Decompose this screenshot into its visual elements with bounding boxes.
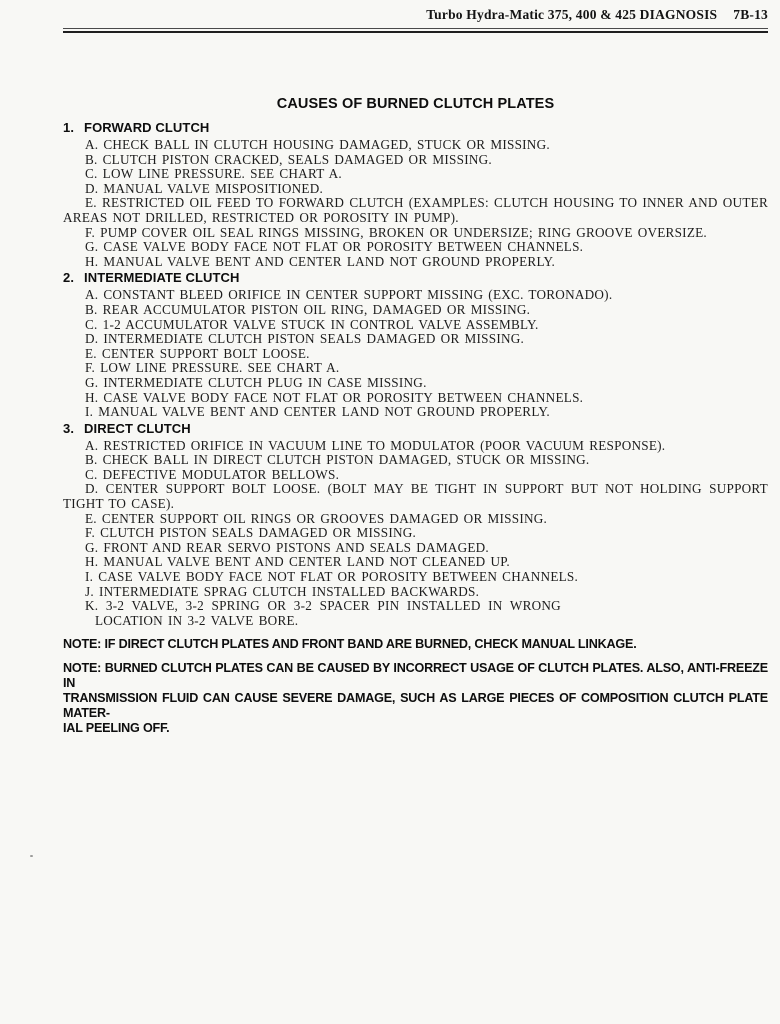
- running-header: [63, 8, 768, 22]
- list-item: B. CLUTCH PISTON CRACKED, SEALS DAMAGED OR MISSING.: [85, 151, 492, 167]
- list-item: B. CHECK BALL IN DIRECT CLUTCH PISTON DAMAGED, STUCK OR MISSING.: [85, 452, 590, 468]
- list-item: J. INTERMEDIATE SPRAG CLUTCH INSTALLED BACKWARDS.: [85, 583, 480, 599]
- list-item: E. CENTER SUPPORT BOLT LOOSE.: [85, 345, 310, 361]
- list-item: E. RESTRICTED OIL FEED TO FORWARD CLUTCH (EXAMPLES: CLUTCH HOUSING TO INNER AND OUTER: [85, 195, 768, 211]
- note-line: NOTE: BURNED CLUTCH PLATES CAN BE CAUSED BY INCORRECT USAGE OF CLUTCH PLATES. ALSO, ANTI-FREEZE IN: [63, 661, 768, 691]
- list-item: H. MANUAL VALVE BENT AND CENTER LAND NOT CLEANED UP.: [85, 554, 510, 570]
- item-list: [63, 288, 768, 419]
- list-item: A. CONSTANT BLEED ORIFICE IN CENTER SUPPORT MISSING (EXC. TORONADO).: [85, 287, 613, 303]
- section-intermediate-clutch: [63, 271, 768, 419]
- list-item-continuation: LOCATION IN 3-2 VALVE BORE.: [95, 612, 299, 628]
- section-number: 3.: [63, 420, 75, 436]
- running-header-title: Turbo Hydra-Matic 375, 400 & 425 DIAGNOSIS: [426, 7, 718, 22]
- item-list: [63, 138, 768, 269]
- header-rule: [63, 28, 768, 33]
- list-item: F. LOW LINE PRESSURE. SEE CHART A.: [85, 360, 340, 376]
- note-line: NOTE: IF DIRECT CLUTCH PLATES AND FRONT BAND ARE BURNED, CHECK MANUAL LINKAGE.: [63, 637, 637, 652]
- list-item: G. FRONT AND REAR SERVO PISTONS AND SEALS DAMAGED.: [85, 539, 489, 555]
- note-line: IAL PEELING OFF.: [63, 721, 170, 736]
- list-item: A. CHECK BALL IN CLUTCH HOUSING DAMAGED, STUCK OR MISSING.: [85, 137, 550, 152]
- section-title: INTERMEDIATE CLUTCH: [84, 270, 240, 286]
- list-item: F. PUMP COVER OIL SEAL RINGS MISSING, BROKEN OR UNDERSIZE; RING GROOVE OVERSIZE.: [85, 224, 707, 240]
- page-title: CAUSES OF BURNED CLUTCH PLATES: [276, 96, 555, 112]
- list-item: A. RESTRICTED ORIFICE IN VACUUM LINE TO MODULATOR (POOR VACUUM RESPONSE).: [85, 437, 666, 453]
- list-item: C. 1-2 ACCUMULATOR VALVE STUCK IN CONTROL VALVE ASSEMBLY.: [85, 316, 539, 332]
- list-item: G. INTERMEDIATE CLUTCH PLUG IN CASE MISSING.: [85, 374, 427, 390]
- section-title: FORWARD CLUTCH: [84, 120, 210, 135]
- section-forward-clutch: [63, 121, 768, 269]
- list-item: K. 3-2 VALVE, 3-2 SPRING OR 3-2 SPACER PIN INSTALLED IN WRONG: [85, 598, 561, 614]
- list-item: G. CASE VALVE BODY FACE NOT FLAT OR POROSITY BETWEEN CHANNELS.: [85, 239, 584, 255]
- list-item: D. INTERMEDIATE CLUTCH PISTON SEALS DAMAGED OR MISSING.: [85, 331, 525, 347]
- list-item: H. CASE VALVE BODY FACE NOT FLAT OR POROSITY BETWEEN CHANNELS.: [85, 389, 584, 405]
- section-direct-clutch: [63, 422, 768, 629]
- list-item: D. MANUAL VALVE MISPOSITIONED.: [85, 180, 324, 196]
- section-title: DIRECT CLUTCH: [84, 420, 191, 436]
- page-number: 7B-13: [733, 7, 768, 22]
- list-item: C. DEFECTIVE MODULATOR BELLOWS.: [85, 466, 340, 482]
- section-heading: [63, 271, 768, 285]
- list-item: C. LOW LINE PRESSURE. SEE CHART A.: [85, 166, 342, 182]
- note-burned-plates: [63, 661, 768, 736]
- list-item: I. MANUAL VALVE BENT AND CENTER LAND NOT GROUND PROPERLY.: [85, 404, 550, 420]
- notes-block: [63, 637, 768, 736]
- scan-artifact-speck: [30, 855, 33, 857]
- item-list: [63, 439, 768, 629]
- list-item: D. CENTER SUPPORT BOLT LOOSE. (BOLT MAY BE TIGHT IN SUPPORT BUT NOT HOLDING SUPPORT: [85, 481, 768, 497]
- section-number: 2.: [63, 270, 75, 286]
- list-item: B. REAR ACCUMULATOR PISTON OIL RING, DAMAGED OR MISSING.: [85, 301, 531, 317]
- section-heading: [63, 121, 768, 135]
- list-item-continuation: TIGHT TO CASE).: [63, 496, 175, 512]
- list-item: F. CLUTCH PISTON SEALS DAMAGED OR MISSING.: [85, 525, 417, 541]
- list-item-continuation: AREAS NOT DRILLED, RESTRICTED OR POROSITY IN PUMP).: [63, 209, 459, 225]
- list-item: E. CENTER SUPPORT OIL RINGS OR GROOVES DAMAGED OR MISSING.: [85, 510, 548, 526]
- section-heading: [63, 422, 768, 436]
- note-line: TRANSMISSION FLUID CAN CAUSE SEVERE DAMAGE, SUCH AS LARGE PIECES OF COMPOSITION CLUTCH PLATE MATER-: [63, 691, 768, 721]
- section-number: 1.: [63, 120, 75, 135]
- list-item: I. CASE VALVE BODY FACE NOT FLAT OR POROSITY BETWEEN CHANNELS.: [85, 569, 579, 585]
- note-manual-linkage: [63, 637, 768, 652]
- list-item: H. MANUAL VALVE BENT AND CENTER LAND NOT GROUND PROPERLY.: [85, 253, 556, 269]
